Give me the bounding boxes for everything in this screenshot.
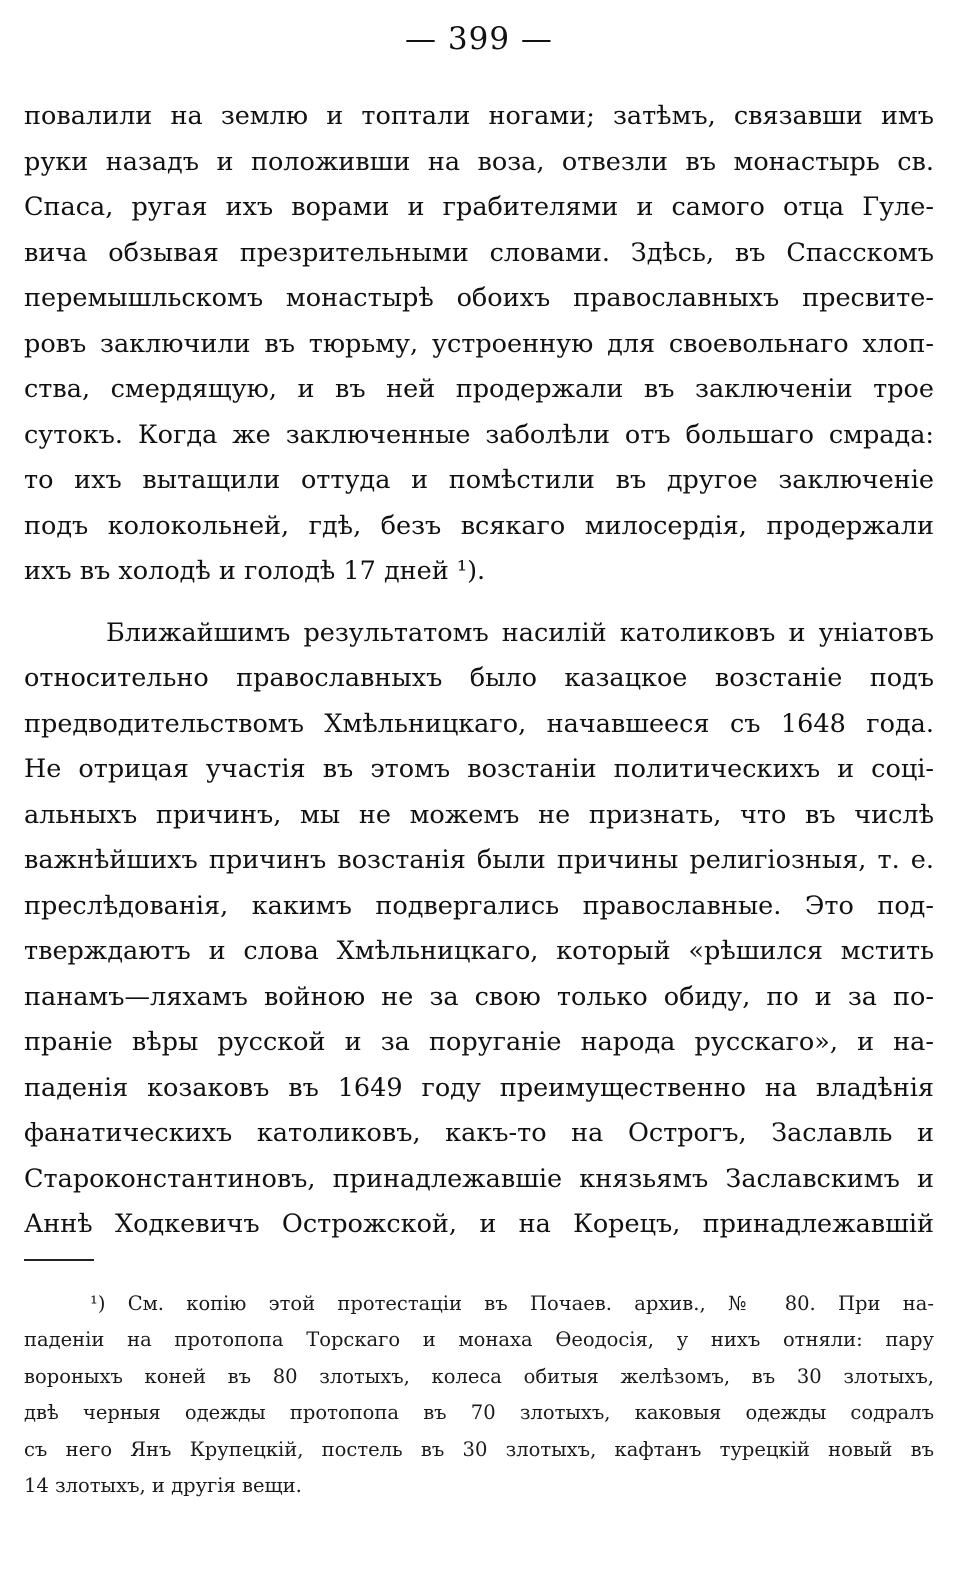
text-line: панамъ—ляхамъ войною не за свою только обиду, по и за по- xyxy=(24,981,934,1012)
text-line: ства, смердящую, и въ ней продержали въ заключеніи трое xyxy=(24,374,934,404)
text-line: Не отрицая участія въ этомъ возстаніи политическихъ и соці- xyxy=(24,754,934,784)
text-line: повалили на землю и топтали ногами; затѣмъ, связавши имъ xyxy=(24,101,934,131)
footnote-line: вороныхъ коней въ 80 злотыхъ, колеса обитыя желѣзомъ, въ 30 злотыхъ, xyxy=(24,1364,934,1388)
text-line: руки назадъ и положивши на воза, отвезли въ монастырь св. xyxy=(24,146,934,177)
text-line: ихъ въ холодѣ и голодѣ 17 дней ¹). xyxy=(24,556,486,586)
paragraph-2 xyxy=(24,611,934,1248)
text-line: праніе вѣры русской и за поруганіе народа русскаго», и на- xyxy=(24,1027,934,1057)
page-number: — 399 — xyxy=(405,21,553,57)
text-line: фанатическихъ католиковъ, какъ-то на Острогъ, Заславль и xyxy=(24,1118,934,1148)
text-line: сутокъ. Когда же заключенные заболѣли отъ большаго смрада: xyxy=(24,419,934,450)
text-line: ровъ заключили въ тюрьму, устроенную для своевольнаго хлоп- xyxy=(24,328,934,359)
footnote-line: двѣ черныя одежды протопопа въ 70 злотыхъ, каковыя одежды содралъ xyxy=(24,1401,934,1425)
text-line: вича обзывая презрительными словами. Здѣсь, въ Спасскомъ xyxy=(24,237,934,268)
text-line: то ихъ вытащили оттуда и помѣстили въ другое заключеніе xyxy=(24,465,934,495)
text-line: перемышльскомъ монастырѣ обоихъ православныхъ пресвите- xyxy=(24,283,934,313)
text-line: подъ колокольней, гдѣ, безъ всякаго милосердія, продержали xyxy=(24,510,934,541)
text-line: предводительствомъ Хмѣльницкаго, начавшееся съ 1648 года. xyxy=(24,708,934,739)
text-line: Ближайшимъ результатомъ насилій католиковъ и уніатовъ xyxy=(106,617,934,648)
footnote-line: 14 злотыхъ, и другія вещи. xyxy=(24,1473,302,1497)
footnote-line: съ него Янъ Крупецкій, постель въ 30 злотыхъ, кафтанъ турецкій новый въ xyxy=(24,1437,934,1461)
text-line: Аннѣ Ходкевичъ Острожской, и на Корецъ, принадлежавшій xyxy=(24,1209,934,1239)
text-line: альныхъ причинъ, мы не можемъ не признать, что въ числѣ xyxy=(24,799,934,830)
text-line: Староконстантиновъ, принадлежавшіе князьямъ Заславскимъ и xyxy=(24,1163,934,1194)
footnote-line: ¹) См. копію этой протестаціи въ Почаев. архив., № 80. При на- xyxy=(90,1292,934,1315)
paragraph-spacer xyxy=(24,595,934,611)
text-line: важнѣйшихъ причинъ возстанія были причины религіозныя, т. е. xyxy=(24,845,934,875)
footnote-separator xyxy=(24,1259,94,1261)
text-line: относительно православныхъ было казацкое возстаніе подъ xyxy=(24,663,934,693)
text-line: Спаса, ругая ихъ ворами и грабителями и самого отца Гуле- xyxy=(24,192,934,222)
text-line: преслѣдованія, какимъ подвергались православные. Это под- xyxy=(24,890,934,921)
footnote-line: паденіи на протопопа Торскаго и монаха Өеодосія, у нихъ отняли: пару xyxy=(24,1328,934,1352)
footnote xyxy=(24,1286,934,1504)
text-line: паденія козаковъ въ 1649 году преимущественно на владѣнія xyxy=(24,1072,934,1103)
text-line: тверждаютъ и слова Хмѣльницкаго, который «рѣшился мстить xyxy=(24,936,934,966)
paragraph-1 xyxy=(24,94,934,595)
main-text xyxy=(24,94,934,1248)
